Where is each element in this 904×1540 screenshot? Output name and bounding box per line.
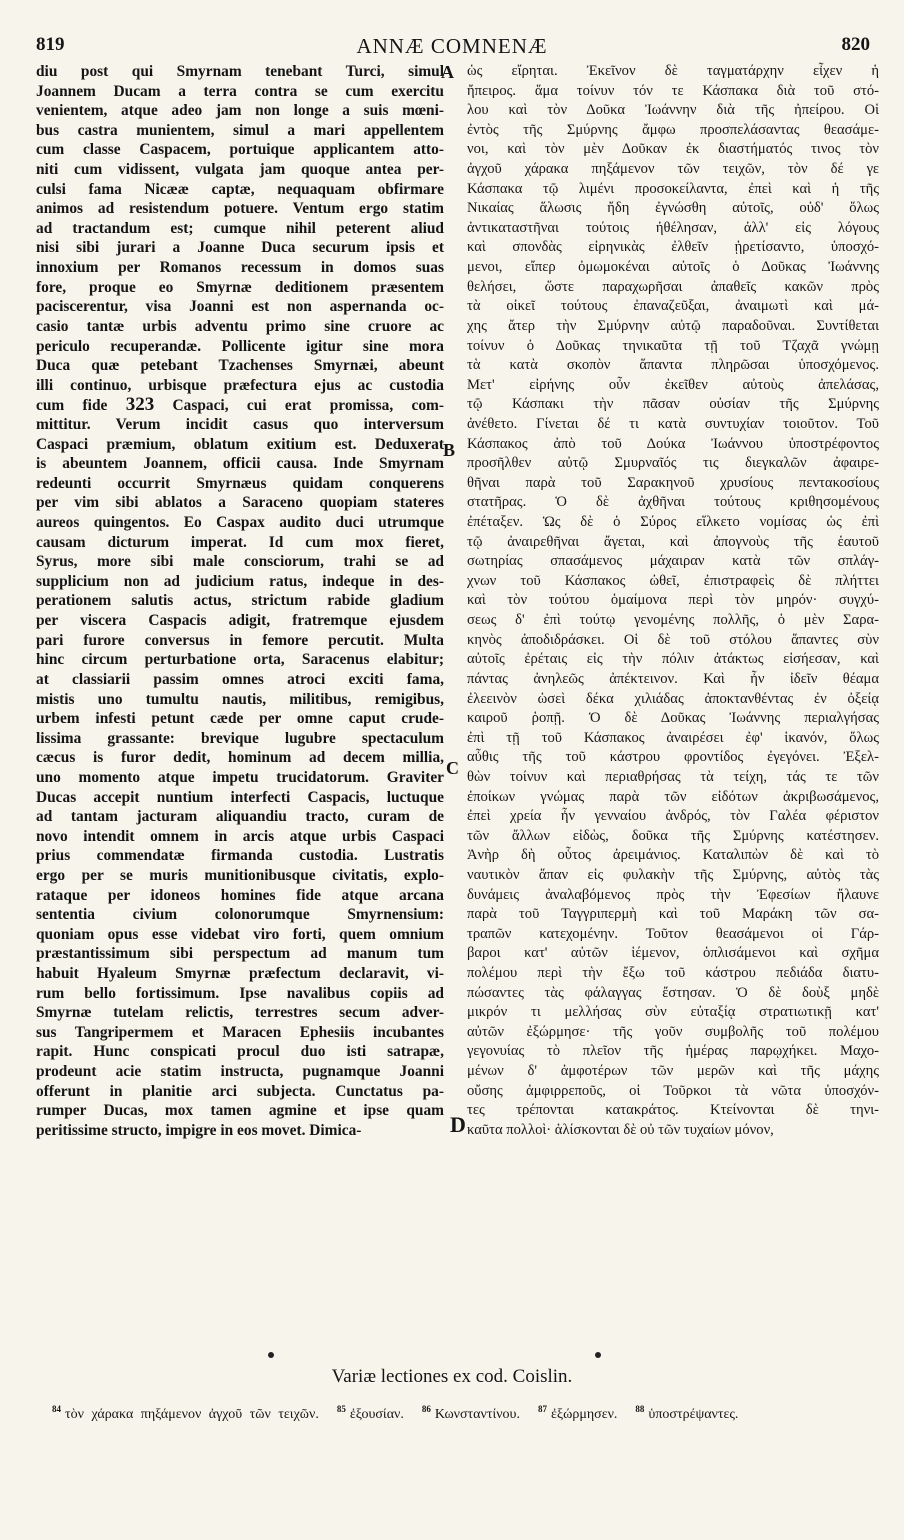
latin-text-line: ad tractandum est; cumque nihil peterent aliud (36, 219, 444, 237)
greek-text-line: οὔσης ἀμφιρρεποῦς, οἱ Τοῦρκοι τὰ νῶτα ὑποσχόν- (467, 1082, 879, 1099)
greek-text-line: Ἀνὴρ δὴ οὗτος ἀρειμάνιος. Καταλιπὼν δὲ καὶ τὸ (467, 847, 879, 864)
greek-text-line: ναυτικὸν ἅπαν εἰς φυλακὴν τῆς Σμύρνης, αὐτὸς τὰς (467, 866, 879, 883)
greek-text-line: αὐτοῖς ἐρέταις εἰς τὴν πόλιν ἀτάκτως εἰσήεσαν, καὶ (467, 651, 879, 668)
greek-text-line: σωτηρίας σπασάμενος μάχαιραν κατὰ τῶν σπλάγ- (467, 553, 879, 570)
greek-text-line: τὰ κατὰ σκοπὸν ἅπαντα πληρῶσαι ὑποσχόμενος. (467, 357, 879, 374)
right-page-number: 820 (841, 34, 870, 55)
greek-text-line: τὰ οἰκεῖ τούτους ἐπαναζεῦξαι, ἀναιμωτὶ καὶ μά- (467, 298, 879, 315)
greek-text-line: Νικαίας ἅλωσις ἤδη ἐγνώσθη αὐτοῖς, οὐδ' ὅλως (467, 200, 879, 217)
greek-text-line: στατῆρας. Ὁ δὲ ἀχθῆναι τούτους κριθησομένους (467, 494, 879, 511)
greek-text-line: ἤπειρος. ἅμα τοίνυν τόν τε Κάσπακα διὰ τοῦ στό- (467, 82, 879, 99)
latin-text-line: cum fide 323 Caspaci, cui erat promissa, com- (36, 395, 444, 415)
greek-text-line: τες τρέπονται κατακράτος. Κτείνονται δὲ τηνι- (467, 1102, 879, 1119)
greek-text-line: παρὰ τοῦ Ταγγριπερμὴ καὶ τοῦ Μαράκη τῶν σα- (467, 906, 879, 923)
latin-text-line: novo intendit omnem in arcis atque urbis Caspaci (36, 827, 444, 845)
latin-text-line: mittitur. Verum incidit casus quo interversum (36, 415, 444, 433)
footnote-item (635, 1404, 739, 1422)
greek-text-line: κηνὸς ἀποδιδράσκει. Οἱ δὲ τοῦ στόλου ἅπαντες σὺν (467, 631, 879, 648)
latin-text-line: aureos quingentos. Eo Caspax audito duci utrumque (36, 514, 444, 532)
greek-text-line: ἐντὸς τῆς Σμύρνης ἄμφω προσπελάσαντας θεασάμε- (467, 121, 879, 138)
greek-text-line: χης ἄτερ τὴν Σμύρνην αὐτῷ παραδοῦναι. Συντίθεται (467, 317, 879, 334)
latin-text-line: cæcus is furor dedit, hominum ad decem millia, (36, 749, 444, 767)
greek-text-line: τῷ Κάσπακι τὴν πᾶσαν οὐσίαν τῆς Σμύρνης (467, 396, 879, 413)
footnote-item (538, 1404, 618, 1422)
section-marker-d: D (450, 1112, 466, 1137)
footnote-number: 84 (52, 1404, 61, 1414)
ink-dot (268, 1352, 274, 1358)
greek-text-line: αὖθις τῆς τοῦ κάστρου φροντίδος ἐγεγόνει. Ἐξελ- (467, 749, 879, 766)
section-marker-c: C (446, 758, 459, 778)
latin-text-line: Duca quæ petebant Tzachenses Smyrnæi, abeunt (36, 357, 444, 375)
greek-text-line: Κάσπακα τῷ λιμένι προσοκείλαντα, ἐπεὶ καὶ ἡ τῆς (467, 180, 879, 197)
latin-text-line: habuit Hyaleum Smyrnæ præfectum declaravit, vi- (36, 965, 444, 983)
latin-text-line: rum bello fortissimum. Ipse navalibus copiis ad (36, 984, 444, 1002)
footnote-text: ἐξουσίαν. (349, 1406, 404, 1422)
latin-text-line: culsi fama Nicææ captæ, nequaquam obfirmare (36, 180, 444, 198)
greek-text-line: τραπῶν κατεχομένην. Τοῦτον θεασάμενοι οἱ Γάρ- (467, 925, 879, 942)
latin-text-line: Caspaci præmium, oblatum exitium est. Deduxerat (36, 435, 444, 453)
latin-text-line: rumper Ducas, mox tamen agmine et ipse quam (36, 1102, 444, 1120)
latin-text-line: uno momento atque impetu trucidatorum. Graviter (36, 768, 444, 786)
ink-dot (595, 1352, 601, 1358)
greek-text-line: ἐπεὶ χρεία ἦν γενναίου ἀνδρός, τὸν Γαλέα φέριστον (467, 808, 879, 825)
greek-text-line: μενοι, εἴπερ ὀμωμοκέναι αὐτοῖς ὁ Δοῦκας Ἰωάννης (467, 259, 879, 276)
latin-text-line: per viscera Caspacis adigit, fratremque ejusdem (36, 612, 444, 630)
latin-text-line: supplicium non ad judicium ratus, indeque in des- (36, 572, 444, 590)
latin-column (36, 62, 444, 1141)
section-marker-a: A (441, 62, 454, 82)
latin-text-line: diu post qui Smyrnam tenebant Turci, simul (36, 63, 444, 80)
footnote-item (336, 1404, 404, 1422)
inline-page-number: 323 (125, 395, 155, 415)
greek-text-line: προσῆλθεν αὐτῷ Σμυρναῖός τις διεγκαλῶν ἀφαιρε- (467, 455, 879, 472)
latin-text-line: ergo per se muris munitionibusque civitatis, explo- (36, 866, 444, 884)
latin-text-line: is abeuntem Joannem, officii causa. Inde Smyrnam (36, 455, 444, 473)
greek-text-line: θῆναι παρὰ τοῦ Σαρακηνοῦ χρυσίους πεντακοσίους (467, 474, 879, 491)
latin-text-line: causam dicturum imperat. Id cum mox fieret, (36, 533, 444, 551)
latin-text-line: prius commendatæ firmanda custodia. Lustratis (36, 847, 444, 865)
greek-text-line: σεως δ' ἐπὶ τούτῳ γενομένης πολλῆς, ὁ μὲν Σαρα- (467, 612, 879, 629)
latin-text-line: at classiarii passim omnes atroci exciti fama, (36, 670, 444, 688)
greek-text-line: λου καὶ τὸν Δοῦκα Ἰωάννην διὰ τῆς ἠπείρου. Οἱ (467, 102, 879, 119)
latin-text-line: mistis uno tumultu nautis, militibus, remigibus, (36, 690, 444, 708)
page-header (34, 34, 870, 64)
footnote-text: ἐξώρμησεν. (551, 1406, 618, 1422)
latin-text-line: ad tantam jacturam aliquandiu tracto, curam de (36, 808, 444, 826)
greek-text-line: θὼν τοίνυν καὶ περιαθρήσας τὰ τείχη, τάς τε τῶν (467, 768, 879, 785)
greek-text-line: ὡς εἴρηται. Ἐκεῖνον δὲ ταγματάρχην εἶχεν ἡ (467, 63, 879, 79)
latin-text-line: fore, proque eo Smyrnæ deditionem præsentem (36, 278, 444, 296)
running-title: ANNÆ COMNENÆ (356, 34, 548, 58)
greek-text-line: πολέμου περὶ τὴν ἔξω τοῦ κάστρου πεδιάδα διατυ- (467, 965, 879, 982)
latin-text-line: offerunt in planitie arci subjecta. Cunctatus pa- (36, 1082, 444, 1100)
footnote-number: 88 (635, 1404, 645, 1414)
latin-text-line: perationem salutis actus, strictum rabide gladium (36, 592, 444, 610)
greek-text-line: τοίνυν ὁ Δοῦκας τηνικαῦτα τῇ τοῦ Τζαχᾶ γνώμῃ (467, 337, 879, 354)
latin-text-line: Joannem Ducam a terra contra se cum exercitu (36, 82, 444, 100)
greek-column (467, 62, 879, 1141)
latin-text-line: sententia civium colonorumque Smyrnensium: (36, 906, 444, 924)
footnote-number: 87 (538, 1404, 547, 1414)
footnote-item (52, 1404, 319, 1422)
footnote-text: ὑποστρέψαντες. (648, 1406, 739, 1422)
latin-text-line: rapit. Hunc conspicati procul duo isti satrapæ, (36, 1043, 444, 1061)
greek-text-line: νοι, καὶ τὸν μὲν Δοῦκαν ἐκ διαστήματός τινος τὸν (467, 141, 879, 158)
latin-text-line: hinc circum perturbatione orta, Saracenus elabitur; (36, 651, 444, 669)
greek-text-line: χνων τοῦ Κάσπακος ὠθεῖ, ἐπιστραφεὶς δὲ πλήττει (467, 572, 879, 589)
greek-text-line: καὶ τὸν τούτου ὁμαίμονα περὶ τὸν μηρόν· συγχύ- (467, 592, 879, 609)
greek-text-line: μένων δ' ἀμφοτέρων τῶν μερῶν καὶ τῆς μάχης (467, 1063, 879, 1080)
greek-text-line: θελήσει, ὥστε παραχωρῆσαι ἀπαθεῖς κακῶν πρὸς (467, 278, 879, 295)
greek-text-line: Μετ' εἰρήνης οὖν ἐκεῖθεν αὐτοὺς ἀπελάσας, (467, 376, 879, 393)
latin-text-line: præstantissimum sibi perspectum ad manum tum (36, 945, 444, 963)
latin-text-line: Syrus, more sibi male consciorum, trahi se ad (36, 553, 444, 571)
greek-text-line: πάντας ἀνηλεῶς ἀπέκτεινον. Καὶ ἦν ἰδεῖν θέαμα (467, 670, 879, 687)
latin-text-line: quoniam opus esse videbat viro forti, quem omnium (36, 925, 444, 943)
footnote-number: 86 (421, 1404, 431, 1414)
latin-text-line: peritissime structo, impigre in eos movet. Dimica- (36, 1121, 362, 1139)
greek-text-line: ἀγχοῦ χάρακα πηξάμενον τῶν τειχῶν, τὸν δέ γε (467, 161, 879, 178)
variae-lectiones-heading: Variæ lectiones ex cod. Coislin. (331, 1366, 573, 1387)
greek-text-line: καῦτα πολλοὶ· ἁλίσκονται δὲ οὐ τῶν τυχαίων μόνον, (467, 1121, 774, 1138)
latin-text-line: periculo recuperandæ. Pollicente igitur sine mora (36, 337, 444, 355)
greek-text-line: ἐποίκων γνώμας παρὰ τῶν εἰδότων ἀκριβωσάμενος, (467, 788, 879, 805)
latin-text-line: pari furore conversus in femore percutit. Multa (36, 631, 444, 649)
greek-text-line: πώσαντες τὰς φάλαγγας ἔστησαν. Ὁ δὲ δοὺξ μηδὲ (467, 984, 879, 1001)
greek-text-line: γεγονυίας τὸ πλεῖον τῆς ἡμέρας παρῳχήκει. Μαχο- (467, 1043, 879, 1060)
greek-text-line: ἐπὶ τῇ τοῦ Κάσπακος ἀναιρέσει ἐφ' ἱκανόν, ὅλως (467, 729, 879, 746)
greek-text-line: τῶν ἄλλων εἰδὼς, δοῦκα τῆς Σμύρνης κατέστησεν. (467, 827, 879, 844)
latin-text-line: illi continuo, urbisque præfectura ejus ac custodia (36, 376, 444, 394)
footnote-text: τὸν χάρακα πηξάμενον ἀγχοῦ τῶν τειχῶν. (65, 1406, 319, 1422)
footnotes (52, 1400, 882, 1424)
latin-text-line: niti cum vidissent, vulgata jam quoque antea per- (36, 161, 444, 179)
section-marker-b: B (443, 440, 456, 460)
latin-text-line: urbem infesti petunt cæde per omne caput crude- (36, 710, 444, 728)
greek-text-line: δυνάμεις ἀναλαβόμενος πρὸς τὴν Ἐφεσίων ἤλαυνε (467, 886, 879, 903)
greek-text-line: Κάσπακος ἀπὸ τοῦ Δούκα Ἰωάννου ὑποστρέφοντος (467, 435, 879, 452)
greek-text-line: τῷ ἀναιρεθῆναι ἄγεται, καὶ ἀπογνοὺς τῆς ἑαυτοῦ (467, 533, 879, 550)
latin-text-line: Ducas accepit nuntium interfecti Caspacis, luctuque (36, 788, 444, 806)
greek-text-line: ἀνέθετο. Γίνεται δέ τι κατὰ συντυχίαν τοιοῦτον. Τοῦ (467, 415, 879, 432)
greek-text-line: μικρόν τι μελλήσας σὺν εὐταξίᾳ στρατιωτικῇ κατ' (467, 1004, 879, 1021)
latin-text-line: nisi sibi jurari a Joanne Duca securum ipsis et (36, 239, 444, 257)
greek-text-line: καὶ σπονδὰς εἰρηνικὰς ἐλθεῖν ᾑρετίσαντο, ὑποσχό- (467, 239, 879, 256)
latin-text-line: redeunti occurrit Smyrnæus quidam conquerens (36, 474, 444, 492)
greek-text-line: ἐλεεινὸν ὡσεὶ δέκα χιλιάδας ἀποκτανθέντας ἐν ὀξείᾳ (467, 690, 879, 707)
latin-text-line: casio tantæ urbis adventu primo sine cruore ac (36, 317, 444, 335)
left-page-number: 819 (36, 34, 65, 55)
latin-text-line: per vim sibi ablatos a Saraceno quopiam stateres (36, 494, 444, 512)
greek-text-line: βαροι κατ' αὐτῶν ἱέμενον, ὁπλισάμενοι καὶ σχῆμα (467, 945, 879, 962)
footnote-number: 85 (336, 1404, 346, 1414)
greek-text-line: ἀντικαταστῆναι τούτοις ἠθέλησαν, ἀλλ' εἰς λόγους (467, 219, 879, 236)
latin-text-line: lissima grassante: brevique lugubre spectaculum (36, 729, 444, 747)
latin-text-line: bus castra munientem, simul a mari appellentem (36, 121, 444, 139)
latin-text-line: prodeunt acie statim instructa, pugnamque Joanni (36, 1063, 444, 1081)
footnote-item (421, 1404, 520, 1422)
latin-text-line: Smyrnæ tutelam relictis, terrestres secum adver- (36, 1004, 444, 1022)
latin-text-line: rataque per idoneos homines fide atque arcana (36, 886, 444, 904)
latin-text-line: paciscerentur, visa Joanni est non aspernanda oc- (36, 298, 444, 316)
greek-text-line: ἐπέταξεν. Ὡς δὲ ὁ Σύρος εἵλκετο νομίσας ὡς ἐπὶ (467, 514, 879, 531)
greek-text-line: αὐτῶν ἐξώρμησε· τῆς γοῦν συμβολῆς τοῦ πολέμου (467, 1023, 879, 1040)
greek-text-line: καιροῦ ῥοπῇ. Ὁ δὲ Δοῦκας Ἰωάννης περιαλγήσας (467, 710, 879, 727)
latin-text-line: sus Tangripermem et Maracen Ephesiis incubantes (36, 1023, 444, 1041)
latin-text-line: innoxium per Romanos recessum in domos suas (36, 259, 444, 277)
latin-text-line: cum classe Caspacem, portuique applicantem atto- (36, 141, 444, 159)
latin-text-line: animos ad resistendum potuere. Ventum ergo statim (36, 200, 444, 218)
latin-text-line: venientem, atque adeo jam non longe a suis mœni- (36, 102, 444, 120)
footnote-text: Κωνσταντίνου. (434, 1406, 520, 1422)
